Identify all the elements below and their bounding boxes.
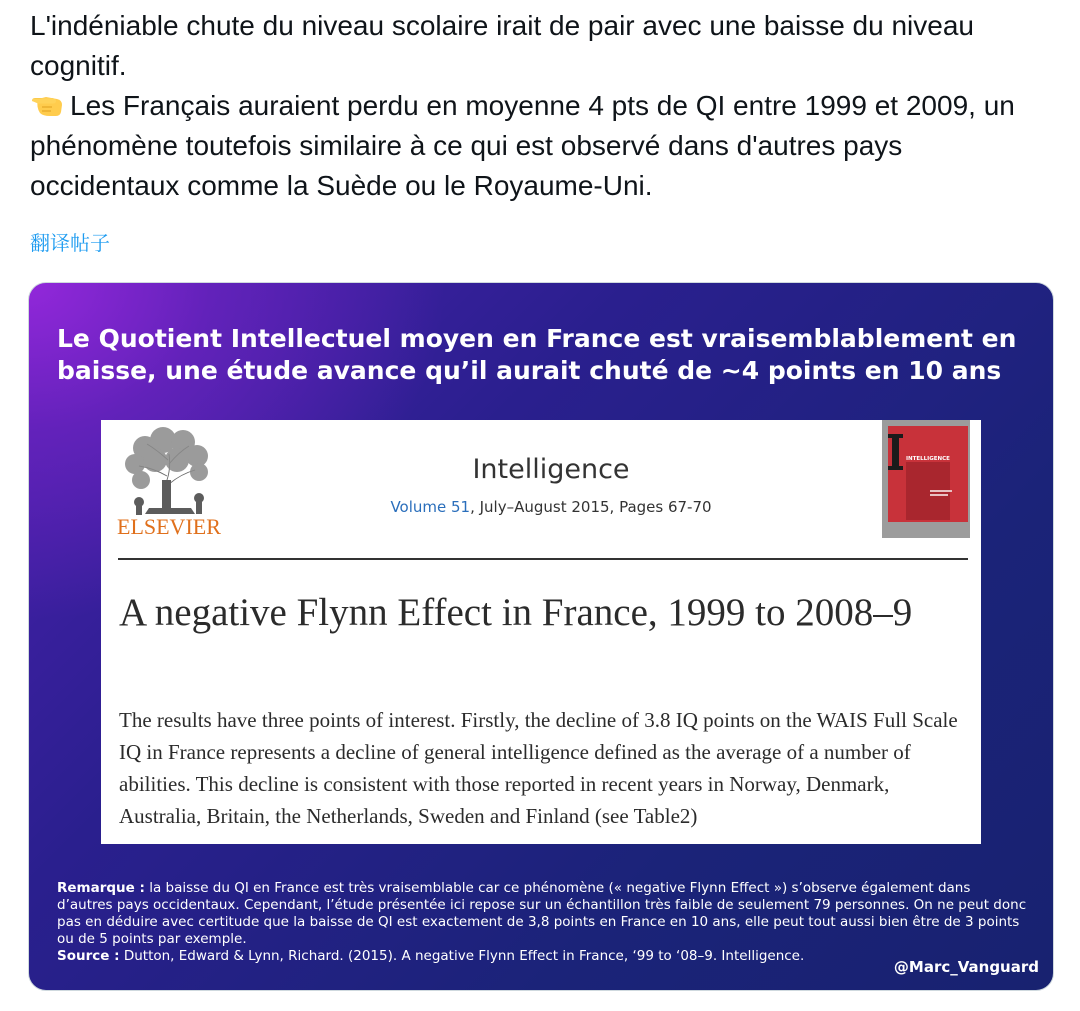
paper-abstract: The results have three points of interest. Firstly, the decline of 3.8 IQ points on the WAIS Full Scale IQ in France represents a decline of general intelligence defined as the average of a number of abilities. This decline is consistent with those reported in recent years in Norway, Denmark, Australia, Britain, the Netherlands, Sweden and Finland (see Table2)	[119, 708, 958, 828]
journal-meta	[331, 498, 771, 516]
remark-label: Remarque :	[57, 880, 145, 896]
backhand-index-pointing-right-icon	[30, 89, 66, 119]
paper-screenshot	[101, 420, 981, 844]
source-label: Source :	[57, 948, 120, 964]
journal-cover-image	[882, 420, 970, 538]
source-text: Dutton, Edward & Lynn, Richard. (2015). A negative Flynn Effect in France, ‘99 to ‘08–9. Intelligence.	[123, 948, 805, 964]
paper-title: A negative Flynn Effect in France, 1999 to 2008–9	[119, 591, 913, 634]
card-footnote	[57, 880, 1027, 965]
tweet-text	[30, 6, 1050, 206]
cover-title: INTELLIGENCE	[906, 456, 950, 462]
elsevier-wordmark: ELSEVIER	[117, 514, 221, 539]
tweet-line-2-text: Les Français auraient perdu en moyenne 4 pts de QI entre 1999 et 2009, un phénomène toutefois similaire à ce qui est observé dans d'autres pays occidentaux comme la Suède ou le Royaume-Uni.	[30, 90, 1015, 201]
card-headline: Le Quotient Intellectuel moyen en France est vraisemblablement en baisse, une étude avance qu’il aurait chuté de ~4 points en 10 ans	[57, 324, 1017, 385]
author-handle: @Marc_Vanguard	[893, 958, 1039, 976]
tweet-line-2	[30, 86, 1050, 206]
paper-divider	[118, 558, 968, 560]
journal-name: Intelligence	[472, 454, 630, 485]
remark-text: la baisse du QI en France est très vraisemblable car ce phénomène (« negative Flynn Effect ») s’observe également dans d’autres pays occidentaux. Cependant, l’étude présentée ici repose sur un échantillon très faible de seulement 79 personnes. On ne peut donc pas en déduire avec certitude que la baisse de QI est exactement de 3,8 points en France en 10 ans, elle peut tout aussi bien être de 3 points ou de 5 points par exemple.	[57, 880, 1027, 947]
post-image-card[interactable]	[28, 282, 1054, 991]
translate-post-link[interactable]: 翻译帖子	[30, 231, 110, 255]
volume-details: , July–August 2015, Pages 67-70	[470, 498, 712, 516]
tweet-line-1: L'indéniable chute du niveau scolaire irait de pair avec une baisse du niveau cognitif.	[30, 10, 974, 81]
volume-link: Volume 51	[390, 498, 471, 516]
